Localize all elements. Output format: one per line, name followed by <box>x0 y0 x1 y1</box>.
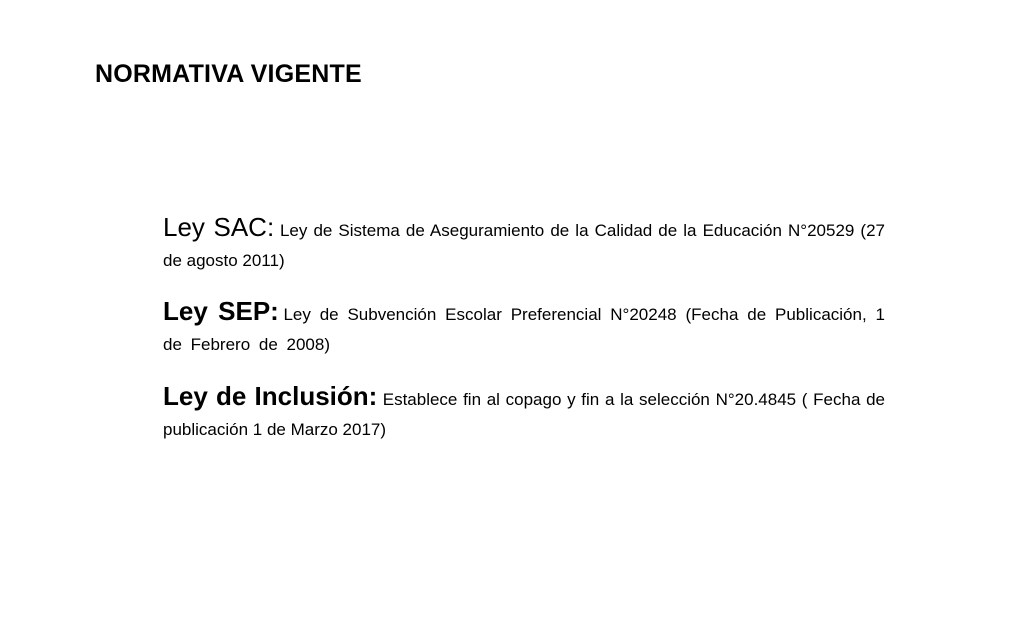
law-name: Ley SAC: <box>163 212 275 242</box>
law-item-inclusion <box>163 382 885 445</box>
law-item-sep <box>163 297 885 360</box>
law-item-sac <box>163 213 885 276</box>
law-description: Ley de Subvención Escolar Preferencial N°20248 (Fecha de Publicación, 1 de Febrero de 2008) <box>163 305 885 354</box>
law-name: Ley SEP: <box>163 296 279 326</box>
law-description: Establece fin al copago y fin a la selección N°20.4845 ( Fecha de publicación 1 de Marzo 2017) <box>163 390 885 439</box>
law-name: Ley de Inclusión: <box>163 381 378 411</box>
law-list <box>163 213 885 445</box>
law-description: Ley de Sistema de Aseguramiento de la Calidad de la Educación N°20529 (27 de agosto 2011) <box>163 221 885 270</box>
slide-title: NORMATIVA VIGENTE <box>95 60 362 88</box>
